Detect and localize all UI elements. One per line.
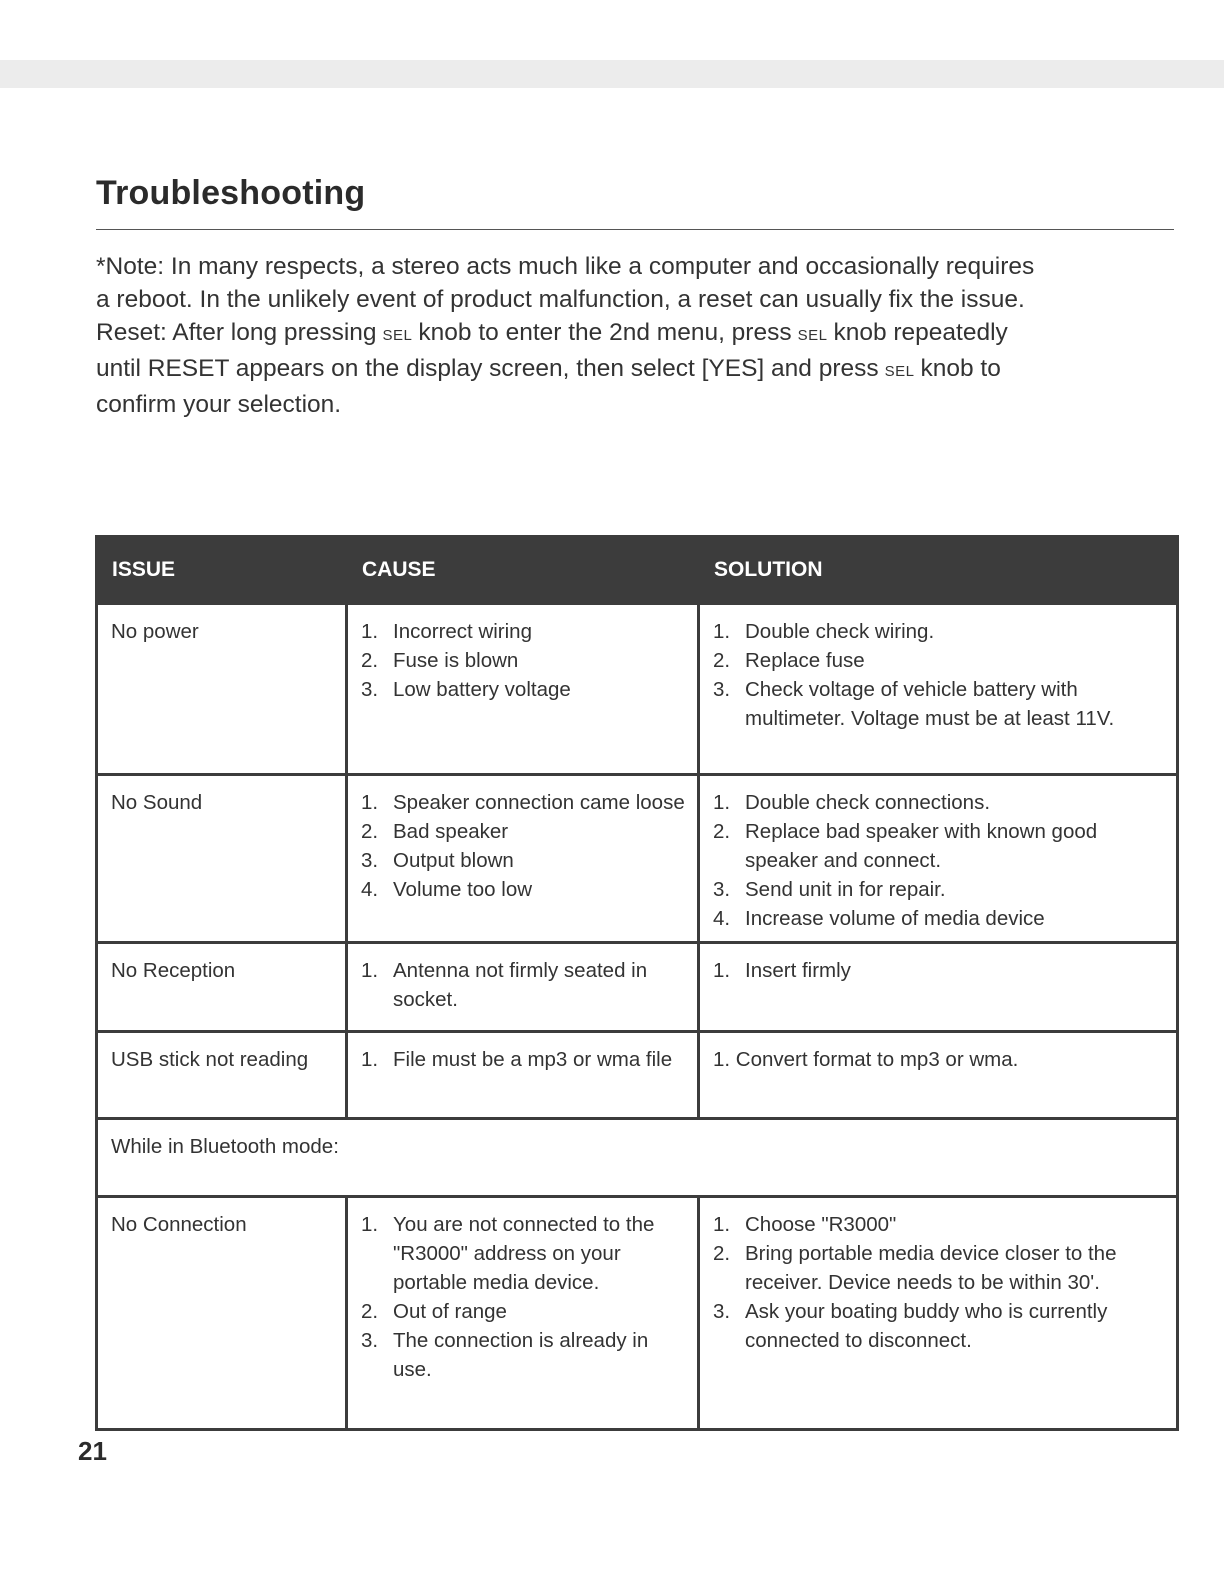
list-item: 4. Volume too low bbox=[361, 878, 533, 901]
list-item: 4. Increase volume of media device bbox=[713, 907, 1045, 930]
cause-cell bbox=[347, 1197, 699, 1430]
sel-knob-label: SEL bbox=[797, 327, 828, 344]
list-item: 3. Output blown bbox=[361, 849, 514, 872]
header-solution: SOLUTION bbox=[699, 537, 1178, 604]
list-item: 2. Bring portable media device closer to the receiver. Device needs to be within 30'. bbox=[713, 1242, 1117, 1294]
header-cause: CAUSE bbox=[347, 537, 699, 604]
table-row bbox=[97, 775, 1178, 943]
list-item: 1. Speaker connection came loose bbox=[361, 791, 685, 814]
table-row bbox=[97, 943, 1178, 1032]
list-item: 1. Double check connections. bbox=[713, 791, 991, 814]
list-item: 3. Ask your boating buddy who is currently connected to disconnect. bbox=[713, 1300, 1108, 1352]
issue-cell: No Reception bbox=[97, 943, 347, 1032]
list-item: 1. Choose "R3000" bbox=[713, 1213, 897, 1236]
solution-cell bbox=[699, 943, 1178, 1032]
cause-cell bbox=[347, 775, 699, 943]
list-item: 1. File must be a mp3 or wma file bbox=[361, 1048, 673, 1071]
table-row bbox=[97, 604, 1178, 775]
note-line-3: Reset: After long pressing SEL knob to enter the 2nd menu, press SEL knob repeatedly bbox=[96, 319, 1008, 346]
note-line-5: confirm your selection. bbox=[96, 391, 342, 418]
table-row bbox=[97, 1032, 1178, 1119]
title-divider bbox=[96, 229, 1174, 230]
issue-cell: USB stick not reading bbox=[97, 1032, 347, 1119]
list-item: 1. You are not connected to the "R3000" address on your portable media device. bbox=[361, 1213, 655, 1294]
bluetooth-mode-row bbox=[97, 1119, 1178, 1197]
cause-cell bbox=[347, 943, 699, 1032]
troubleshooting-table bbox=[95, 535, 1179, 1431]
list-item: 1. Antenna not firmly seated in socket. bbox=[361, 959, 648, 1011]
list-item: 2. Fuse is blown bbox=[361, 649, 519, 672]
list-item: 3. The connection is already in use. bbox=[361, 1329, 649, 1381]
list-item: 1. Double check wiring. bbox=[713, 620, 935, 643]
list-item: 3. Send unit in for repair. bbox=[713, 878, 946, 901]
cause-cell bbox=[347, 604, 699, 775]
bluetooth-mode-heading: While in Bluetooth mode: bbox=[97, 1119, 1178, 1197]
table-row bbox=[97, 1197, 1178, 1430]
sel-knob-label: SEL bbox=[382, 327, 413, 344]
list-item: 3. Check voltage of vehicle battery with multimeter. Voltage must be at least 11V. bbox=[713, 678, 1115, 730]
header-issue: ISSUE bbox=[97, 537, 347, 604]
list-item: 2. Out of range bbox=[361, 1300, 507, 1323]
reset-note bbox=[96, 250, 1166, 421]
issue-cell: No power bbox=[97, 604, 347, 775]
note-line-2: a reboot. In the unlikely event of product malfunction, a reset can usually fix the issue. bbox=[96, 286, 1025, 313]
note-line-1: *Note: In many respects, a stereo acts much like a computer and occasionally requires bbox=[96, 253, 1035, 280]
list-item: 3. Low battery voltage bbox=[361, 678, 571, 701]
list-item: 2. Replace bad speaker with known good speaker and connect. bbox=[713, 820, 1098, 872]
list-item: 1. Incorrect wiring bbox=[361, 620, 532, 643]
issue-cell: No Sound bbox=[97, 775, 347, 943]
sel-knob-label: SEL bbox=[884, 363, 915, 380]
solution-cell: 1. Convert format to mp3 or wma. bbox=[699, 1032, 1178, 1119]
page-number: 21 bbox=[78, 1436, 107, 1466]
note-line-4: until RESET appears on the display screen, then select [YES] and press SEL knob to bbox=[96, 355, 1001, 382]
scan-top-band bbox=[0, 60, 1224, 88]
list-item: 2. Replace fuse bbox=[713, 649, 865, 672]
solution-cell bbox=[699, 775, 1178, 943]
table-header-row bbox=[97, 537, 1178, 604]
list-item: 1. Insert firmly bbox=[713, 959, 851, 982]
list-item: 2. Bad speaker bbox=[361, 820, 509, 843]
issue-cell: No Connection bbox=[97, 1197, 347, 1430]
solution-cell bbox=[699, 604, 1178, 775]
solution-cell bbox=[699, 1197, 1178, 1430]
cause-cell bbox=[347, 1032, 699, 1119]
page-title: Troubleshooting bbox=[96, 174, 366, 212]
